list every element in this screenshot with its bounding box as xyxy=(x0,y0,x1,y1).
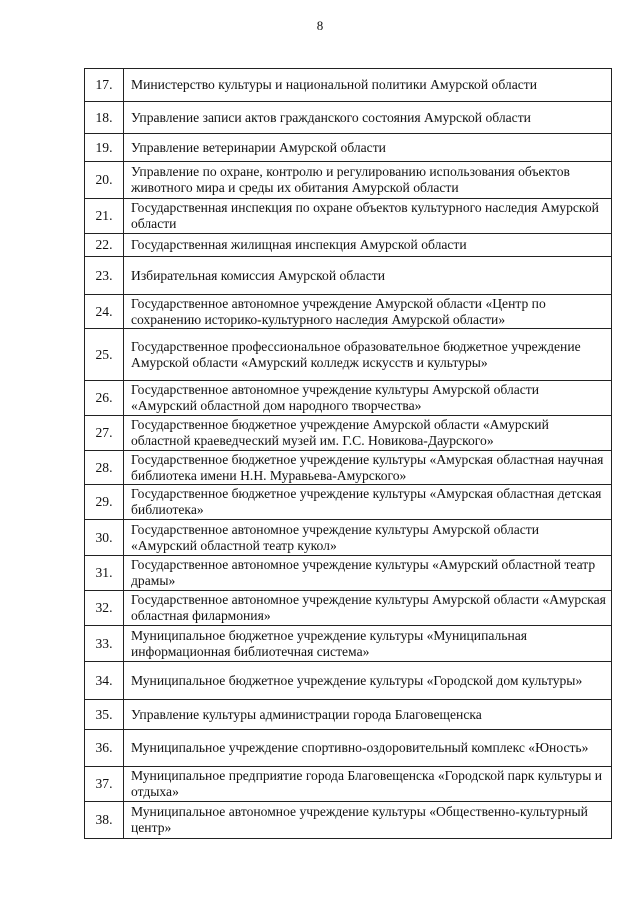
row-number: 34. xyxy=(85,662,124,700)
row-number: 21. xyxy=(85,199,124,234)
table-row xyxy=(85,134,612,162)
row-number: 38. xyxy=(85,802,124,839)
row-number: 30. xyxy=(85,520,124,556)
row-number: 28. xyxy=(85,451,124,485)
table-row xyxy=(85,556,612,591)
organization-name: Муниципальное учреждение спортивно-оздоровительный комплекс «Юность» xyxy=(124,730,612,767)
row-number: 20. xyxy=(85,162,124,199)
organization-name: Избирательная комиссия Амурской области xyxy=(124,257,612,295)
organization-name: Государственное автономное учреждение культуры Амурской области «Амурский областной театр кукол» xyxy=(124,520,612,556)
organizations-table-body xyxy=(85,69,612,839)
table-row xyxy=(85,700,612,730)
row-number: 37. xyxy=(85,767,124,802)
organization-name: Государственное бюджетное учреждение культуры «Амурская областная детская библиотека» xyxy=(124,485,612,520)
row-number: 22. xyxy=(85,234,124,257)
row-number: 35. xyxy=(85,700,124,730)
table-row xyxy=(85,381,612,416)
row-number: 26. xyxy=(85,381,124,416)
table-row xyxy=(85,416,612,451)
table-row xyxy=(85,329,612,381)
organization-name: Управление записи актов гражданского состояния Амурской области xyxy=(124,102,612,134)
row-number: 29. xyxy=(85,485,124,520)
table-row xyxy=(85,295,612,329)
table-row xyxy=(85,802,612,839)
organizations-table xyxy=(84,68,612,839)
row-number: 23. xyxy=(85,257,124,295)
organization-name: Министерство культуры и национальной политики Амурской области xyxy=(124,69,612,102)
table-row xyxy=(85,591,612,626)
organization-name: Государственная жилищная инспекция Амурской области xyxy=(124,234,612,257)
row-number: 24. xyxy=(85,295,124,329)
page-number: 8 xyxy=(316,18,324,33)
row-number: 32. xyxy=(85,591,124,626)
row-number: 27. xyxy=(85,416,124,451)
table-row xyxy=(85,199,612,234)
table-row xyxy=(85,662,612,700)
table-row xyxy=(85,257,612,295)
organization-name: Муниципальное автономное учреждение культуры «Общественно-культурный центр» xyxy=(124,802,612,839)
row-number: 18. xyxy=(85,102,124,134)
table-row xyxy=(85,234,612,257)
row-number: 19. xyxy=(85,134,124,162)
organization-name: Государственное автономное учреждение культуры «Амурский областной театр драмы» xyxy=(124,556,612,591)
row-number: 25. xyxy=(85,329,124,381)
organization-name: Государственное бюджетное учреждение Амурской области «Амурский областной краеведческий музей им. Г.С. Новикова-Даурского» xyxy=(124,416,612,451)
organization-name: Государственное автономное учреждение культуры Амурской области «Амурский областной дом народного творчества» xyxy=(124,381,612,416)
row-number: 36. xyxy=(85,730,124,767)
organization-name: Государственное профессиональное образовательное бюджетное учреждение Амурской области «Амурский колледж искусств и культуры» xyxy=(124,329,612,381)
table-row xyxy=(85,451,612,485)
organization-name: Управление культуры администрации города Благовещенска xyxy=(124,700,612,730)
table-row xyxy=(85,69,612,102)
table-row xyxy=(85,767,612,802)
table-row xyxy=(85,730,612,767)
organization-name: Муниципальное бюджетное учреждение культуры «Городской дом культуры» xyxy=(124,662,612,700)
row-number: 33. xyxy=(85,626,124,662)
organization-name: Государственное автономное учреждение культуры Амурской области «Амурская областная филармония» xyxy=(124,591,612,626)
table-row xyxy=(85,102,612,134)
organization-name: Муниципальное бюджетное учреждение культуры «Муниципальная информационная библиотечная система» xyxy=(124,626,612,662)
table-row xyxy=(85,485,612,520)
row-number: 17. xyxy=(85,69,124,102)
organization-name: Управление ветеринарии Амурской области xyxy=(124,134,612,162)
table-row xyxy=(85,520,612,556)
row-number: 31. xyxy=(85,556,124,591)
table-row xyxy=(85,626,612,662)
table-row xyxy=(85,162,612,199)
organization-name: Государственное бюджетное учреждение культуры «Амурская областная научная библиотека имени Н.Н. Муравьева-Амурского» xyxy=(124,451,612,485)
organization-name: Государственное автономное учреждение Амурской области «Центр по сохранению историко-культурного наследия Амурской области» xyxy=(124,295,612,329)
organization-name: Управление по охране, контролю и регулированию использования объектов животного мира и среды их обитания Амурской области xyxy=(124,162,612,199)
organization-name: Муниципальное предприятие города Благовещенска «Городской парк культуры и отдыха» xyxy=(124,767,612,802)
organization-name: Государственная инспекция по охране объектов культурного наследия Амурской области xyxy=(124,199,612,234)
